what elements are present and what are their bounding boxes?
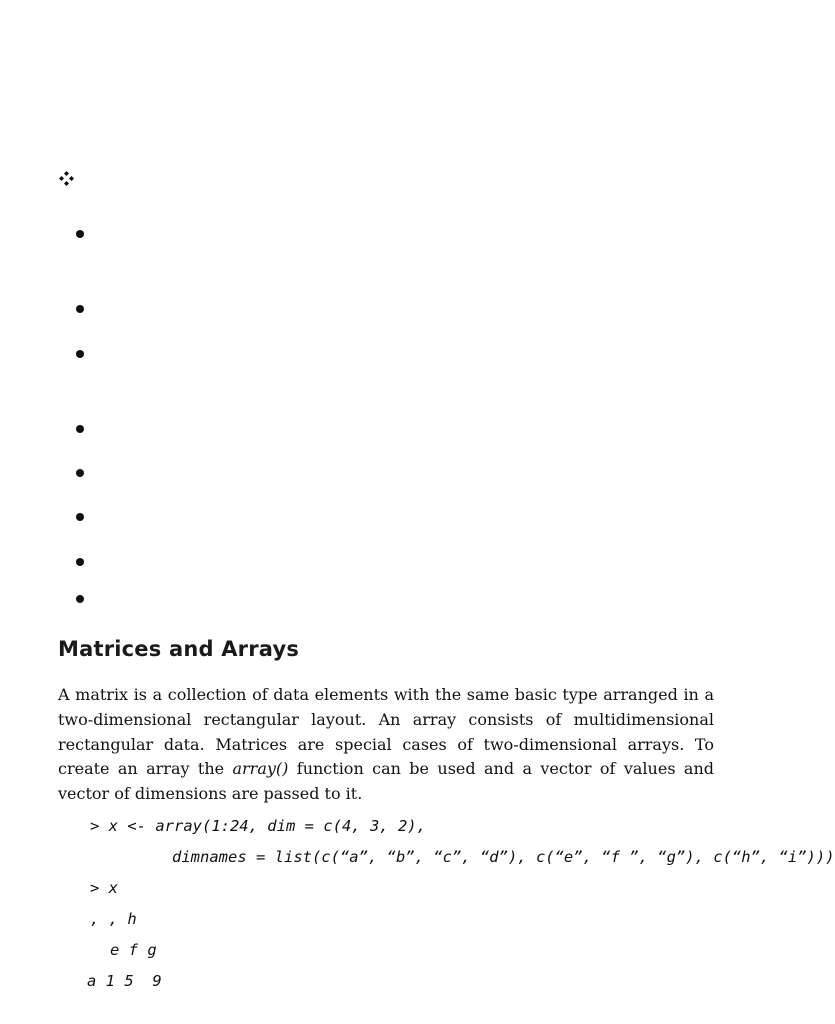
list-bullet <box>76 230 84 238</box>
list-bullet <box>76 305 84 313</box>
function-name: array() <box>232 759 289 779</box>
list-bullet <box>76 595 84 603</box>
code-line: a 1 5 9 <box>87 972 162 990</box>
paragraph-text: A matrix is a collection of data elements with the same basic type arranged in a two-dimensional rectangular layout. An array consists of multidimensional rectangular data. Matrices are special cases of two-dimensional arrays. To create an array the <box>58 685 714 779</box>
list-bullet <box>76 513 84 521</box>
paragraph-text: function can be used and a vector of values and vector of dimensions are passed to it. <box>58 759 714 804</box>
code-line: > x <box>90 879 118 897</box>
section-paragraph <box>58 683 714 807</box>
code-line: > x <- array(1:24, dim = c(4, 3, 2), <box>90 817 426 835</box>
four-diamond-icon <box>58 170 75 187</box>
code-line: e f g <box>110 941 157 959</box>
code-line: , , h <box>90 910 137 928</box>
list-bullet <box>76 425 84 433</box>
list-bullet <box>76 558 84 566</box>
code-line: dimnames = list(c(“a”, “b”, “c”, “d”), c(“e”, “f ”, “g”), c(“h”, “i”))) <box>172 848 835 866</box>
list-bullet <box>76 469 84 477</box>
list-bullet <box>76 350 84 358</box>
section-heading: Matrices and Arrays <box>58 637 300 661</box>
